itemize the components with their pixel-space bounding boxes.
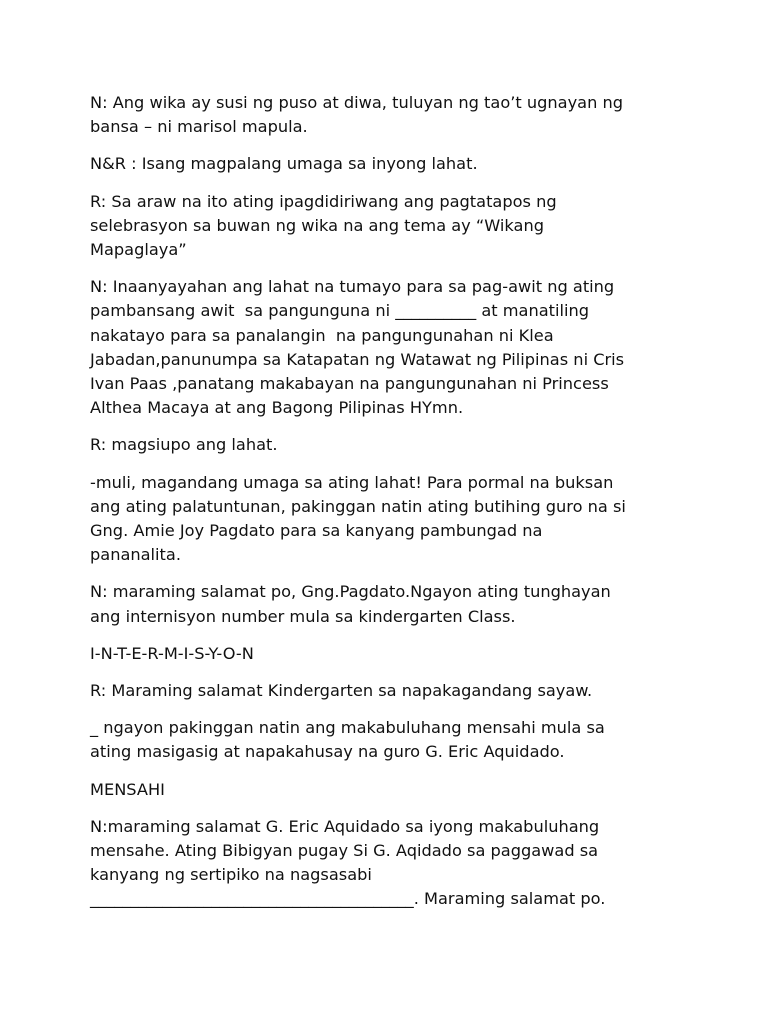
text-line: pambansang awit sa pangunguna ni __________ at manatiling [90, 301, 589, 321]
text-line: nakatayo para sa panalangin na pangungunahan ni Klea [90, 325, 554, 345]
paragraph-12 [90, 815, 690, 912]
paragraph-8 [90, 642, 690, 666]
paragraph-10 [90, 716, 690, 764]
text-line: Ivan Paas ,panatang makabayan na pangungunahan ni Princess [90, 374, 609, 394]
paragraph-2 [90, 152, 690, 176]
text-line: bansa – ni marisol mapula. [90, 117, 308, 137]
text-line: R: Maraming salamat Kindergarten sa napakagandang sayaw. [90, 681, 593, 701]
text-line: ang ating palatuntunan, pakinggan natin ating butihing guro na si [90, 496, 626, 516]
text-line: ________________________________________. Maraming salamat po. [90, 889, 606, 909]
text-line: ang internisyon number mula sa kindergarten Class. [90, 606, 516, 626]
text-line: Gng. Amie Joy Pagdato para sa kanyang pambungad na [90, 521, 543, 541]
paragraph-5 [90, 433, 690, 457]
text-line: pananalita. [90, 545, 181, 565]
text-line: N: Ang wika ay susi ng puso at diwa, tuluyan ng tao’t ugnayan ng [90, 93, 624, 112]
text-line: Jabadan,panunumpa sa Katapatan ng Watawat ng Pilipinas ni Cris [90, 349, 625, 369]
text-line: mensahe. Ating Bibigyan pugay Si G. Aqidado sa paggawad sa [90, 841, 599, 861]
text-line: kanyang ng sertipiko na nagsasabi [90, 865, 372, 885]
document-body [90, 91, 690, 925]
text-line: MENSAHI [90, 779, 165, 799]
paragraph-3 [90, 190, 690, 263]
text-line: _ ngayon pakinggan natin ang makabuluhang mensahi mula sa [90, 718, 605, 738]
text-line: R: magsiupo ang lahat. [90, 435, 278, 455]
paragraph-7 [90, 580, 690, 628]
paragraph-6 [90, 471, 690, 568]
text-line: -muli, magandang umaga sa ating lahat! Para pormal na buksan [90, 472, 614, 492]
paragraph-11 [90, 778, 690, 802]
text-line: Mapaglaya” [90, 240, 187, 260]
text-line: I-N-T-E-R-M-I-S-Y-O-N [90, 643, 254, 663]
text-line: N: maraming salamat po, Gng.Pagdato.Ngayon ating tunghayan [90, 582, 611, 602]
paragraph-9 [90, 679, 690, 703]
paragraph-4 [90, 275, 690, 420]
text-line: R: Sa araw na ito ating ipagdidiriwang ang pagtatapos ng [90, 191, 557, 211]
text-line: N: Inaanyayahan ang lahat na tumayo para sa pag-awit ng ating [90, 277, 615, 297]
text-line: N:maraming salamat G. Eric Aquidado sa iyong makabuluhang [90, 816, 600, 836]
text-line: Althea Macaya at ang Bagong Pilipinas HYmn. [90, 398, 464, 418]
text-line: N&R : Isang magpalang umaga sa inyong lahat. [90, 154, 478, 174]
paragraph-1 [90, 91, 690, 139]
text-line: ating masigasig at napakahusay na guro G. Eric Aquidado. [90, 742, 565, 762]
text-line: selebrasyon sa buwan ng wika na ang tema ay “Wikang [90, 215, 544, 235]
